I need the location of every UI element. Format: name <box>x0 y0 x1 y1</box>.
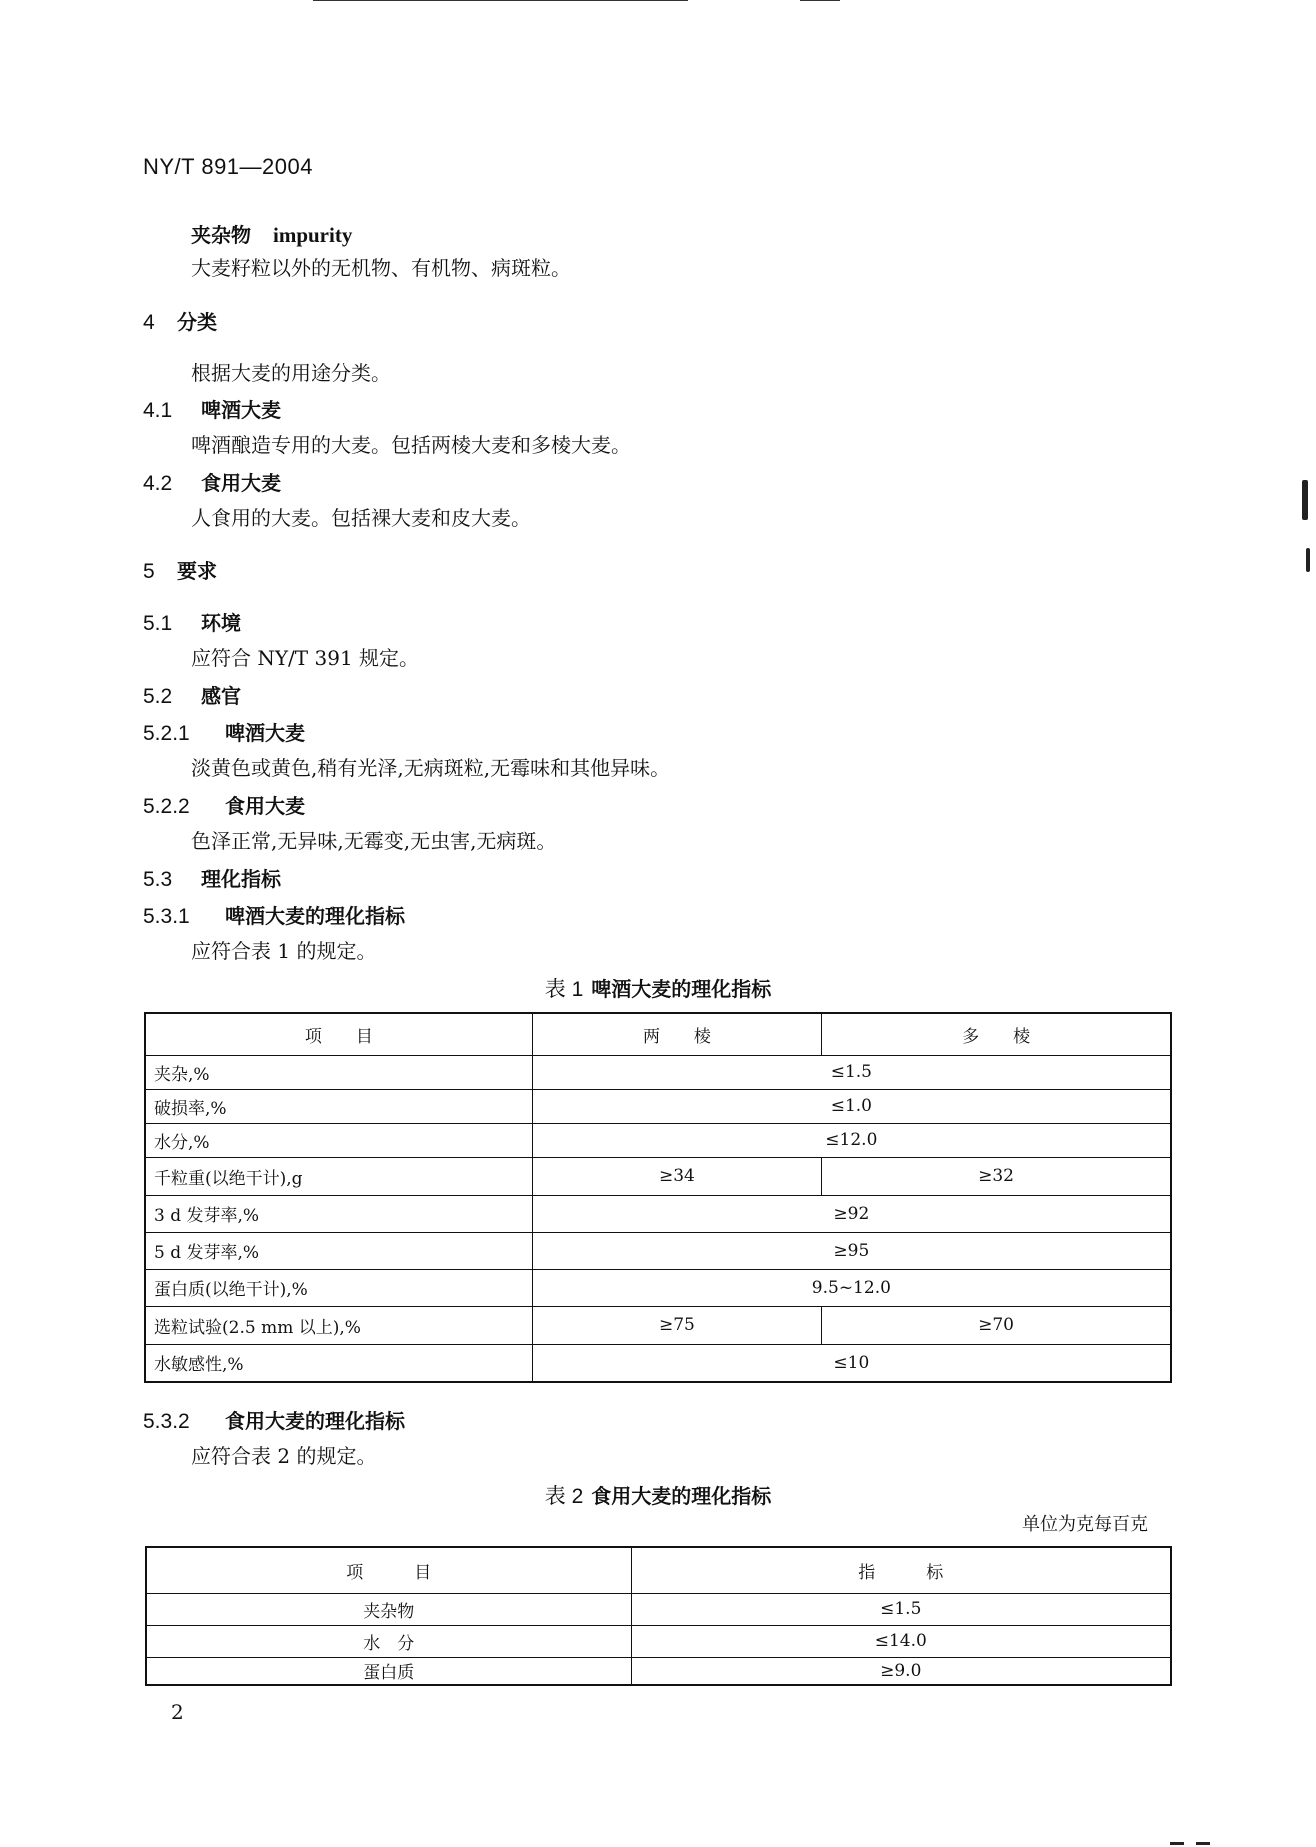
section-5-3-heading: 5.3 理化指标 <box>143 867 281 891</box>
section-4-2-title: 食用大麦 <box>201 471 281 495</box>
table-1-header-row <box>145 1013 1171 1055</box>
table-row <box>145 1157 1171 1195</box>
table-1 <box>144 1012 1172 1383</box>
table-2-item: 夹杂物 <box>146 1593 631 1625</box>
table-2-item: 水 分 <box>146 1625 631 1657</box>
table-1-value: ≤10 <box>532 1344 1171 1382</box>
section-5-2-2-title: 食用大麦 <box>225 794 305 818</box>
table-1-value-multi-row: ≥70 <box>822 1306 1171 1344</box>
section-5-3-2-title: 食用大麦的理化指标 <box>225 1409 405 1433</box>
table-row <box>145 1123 1171 1157</box>
section-5-2-1-text: 淡黄色或黄色,稍有光泽,无病斑粒,无霉味和其他异味。 <box>191 756 671 780</box>
section-5-3-2-text: 应符合表 2 的规定。 <box>191 1444 377 1468</box>
table-1-header-multi-row: 多 棱 <box>822 1013 1171 1055</box>
section-4-text: 根据大麦的用途分类。 <box>191 361 391 385</box>
section-4-2-text: 人食用的大麦。包括裸大麦和皮大麦。 <box>191 506 531 530</box>
table-1-value: ≤12.0 <box>532 1123 1171 1157</box>
section-5-2-1-title: 啤酒大麦 <box>225 721 305 745</box>
section-5-2-heading: 5.2 感官 <box>143 684 241 708</box>
section-5-2-2-heading: 5.2.2 食用大麦 <box>143 794 305 818</box>
page-number: 2 <box>171 1700 184 1724</box>
table-row <box>145 1089 1171 1123</box>
table-1-item: 5 d 发芽率,% <box>145 1232 532 1269</box>
table-1-item: 水分,% <box>145 1123 532 1157</box>
table-2-header-row <box>146 1547 1171 1593</box>
table-row <box>146 1625 1171 1657</box>
table-2-header-item: 项 目 <box>146 1547 631 1593</box>
table-row <box>145 1344 1171 1382</box>
section-4-2-heading: 4.2 食用大麦 <box>143 471 281 495</box>
section-5-3-1-text: 应符合表 1 的规定。 <box>191 939 377 963</box>
table-row <box>145 1306 1171 1344</box>
section-5-3-1-title: 啤酒大麦的理化指标 <box>225 904 405 928</box>
section-5-1-heading: 5.1 环境 <box>143 611 241 635</box>
table-1-header-item: 项 目 <box>145 1013 532 1055</box>
table-1-item: 3 d 发芽率,% <box>145 1195 532 1232</box>
section-4-title: 分类 <box>177 310 217 334</box>
section-5-title: 要求 <box>177 559 217 583</box>
table-row <box>145 1232 1171 1269</box>
section-5-3-title: 理化指标 <box>201 867 281 891</box>
table-1-value-multi-row: ≥32 <box>822 1157 1171 1195</box>
table-row <box>146 1657 1171 1685</box>
term-en: impurity <box>273 223 353 247</box>
table-2-value: ≥9.0 <box>631 1657 1171 1685</box>
table-2 <box>145 1546 1172 1686</box>
table-1-value-two-row: ≥75 <box>532 1306 821 1344</box>
section-4-heading: 4 分类 <box>143 310 217 334</box>
section-5-heading: 5 要求 <box>143 559 217 583</box>
section-4-1-text: 啤酒酿造专用的大麦。包括两棱大麦和多棱大麦。 <box>191 433 631 457</box>
table-row <box>145 1195 1171 1232</box>
table-1-item: 水敏感性,% <box>145 1344 532 1382</box>
table-row <box>145 1055 1171 1089</box>
table-2-item: 蛋白质 <box>146 1657 631 1685</box>
section-5-1-title: 环境 <box>201 611 241 635</box>
table-2-caption: 表 2 食用大麦的理化指标 <box>544 1484 772 1508</box>
section-5-3-2-heading: 5.3.2 食用大麦的理化指标 <box>143 1409 405 1433</box>
table-1-value-two-row: ≥34 <box>532 1157 821 1195</box>
table-1-item: 夹杂,% <box>145 1055 532 1089</box>
table-2-value: ≤14.0 <box>631 1625 1171 1657</box>
section-5-2-1-heading: 5.2.1 啤酒大麦 <box>143 721 305 745</box>
table-1-item: 破损率,% <box>145 1089 532 1123</box>
table-row <box>145 1269 1171 1306</box>
table-1-value: ≥95 <box>532 1232 1171 1269</box>
table-1-value: ≤1.0 <box>532 1089 1171 1123</box>
section-5-2-title: 感官 <box>201 684 241 708</box>
table-1-caption: 表 1 啤酒大麦的理化指标 <box>544 977 772 1001</box>
term-zh: 夹杂物 <box>191 223 251 247</box>
table-2-header-value: 指 标 <box>631 1547 1171 1593</box>
table-row <box>146 1593 1171 1625</box>
section-5-2-2-text: 色泽正常,无异味,无霉变,无虫害,无病斑。 <box>191 829 557 853</box>
table-1-item: 选粒试验(2.5 mm 以上),% <box>145 1306 532 1344</box>
table-2-unit: 单位为克每百克 <box>1022 1514 1148 1535</box>
table-1-item: 千粒重(以绝干计),g <box>145 1157 532 1195</box>
section-5-1-text: 应符合 NY/T 391 规定。 <box>191 646 420 670</box>
section-4-1-heading: 4.1 啤酒大麦 <box>143 398 281 422</box>
table-1-item: 蛋白质(以绝干计),% <box>145 1269 532 1306</box>
section-4-1-title: 啤酒大麦 <box>201 398 281 422</box>
table-1-header-two-row: 两 棱 <box>532 1013 821 1055</box>
standard-code: NY/T 891—2004 <box>143 154 313 179</box>
section-5-3-1-heading: 5.3.1 啤酒大麦的理化指标 <box>143 904 405 928</box>
table-2-value: ≤1.5 <box>631 1593 1171 1625</box>
table-1-value: ≤1.5 <box>532 1055 1171 1089</box>
table-1-value: ≥92 <box>532 1195 1171 1232</box>
term-heading <box>191 219 352 248</box>
table-1-value: 9.5~12.0 <box>532 1269 1171 1306</box>
term-definition: 大麦籽粒以外的无机物、有机物、病斑粒。 <box>191 256 571 280</box>
